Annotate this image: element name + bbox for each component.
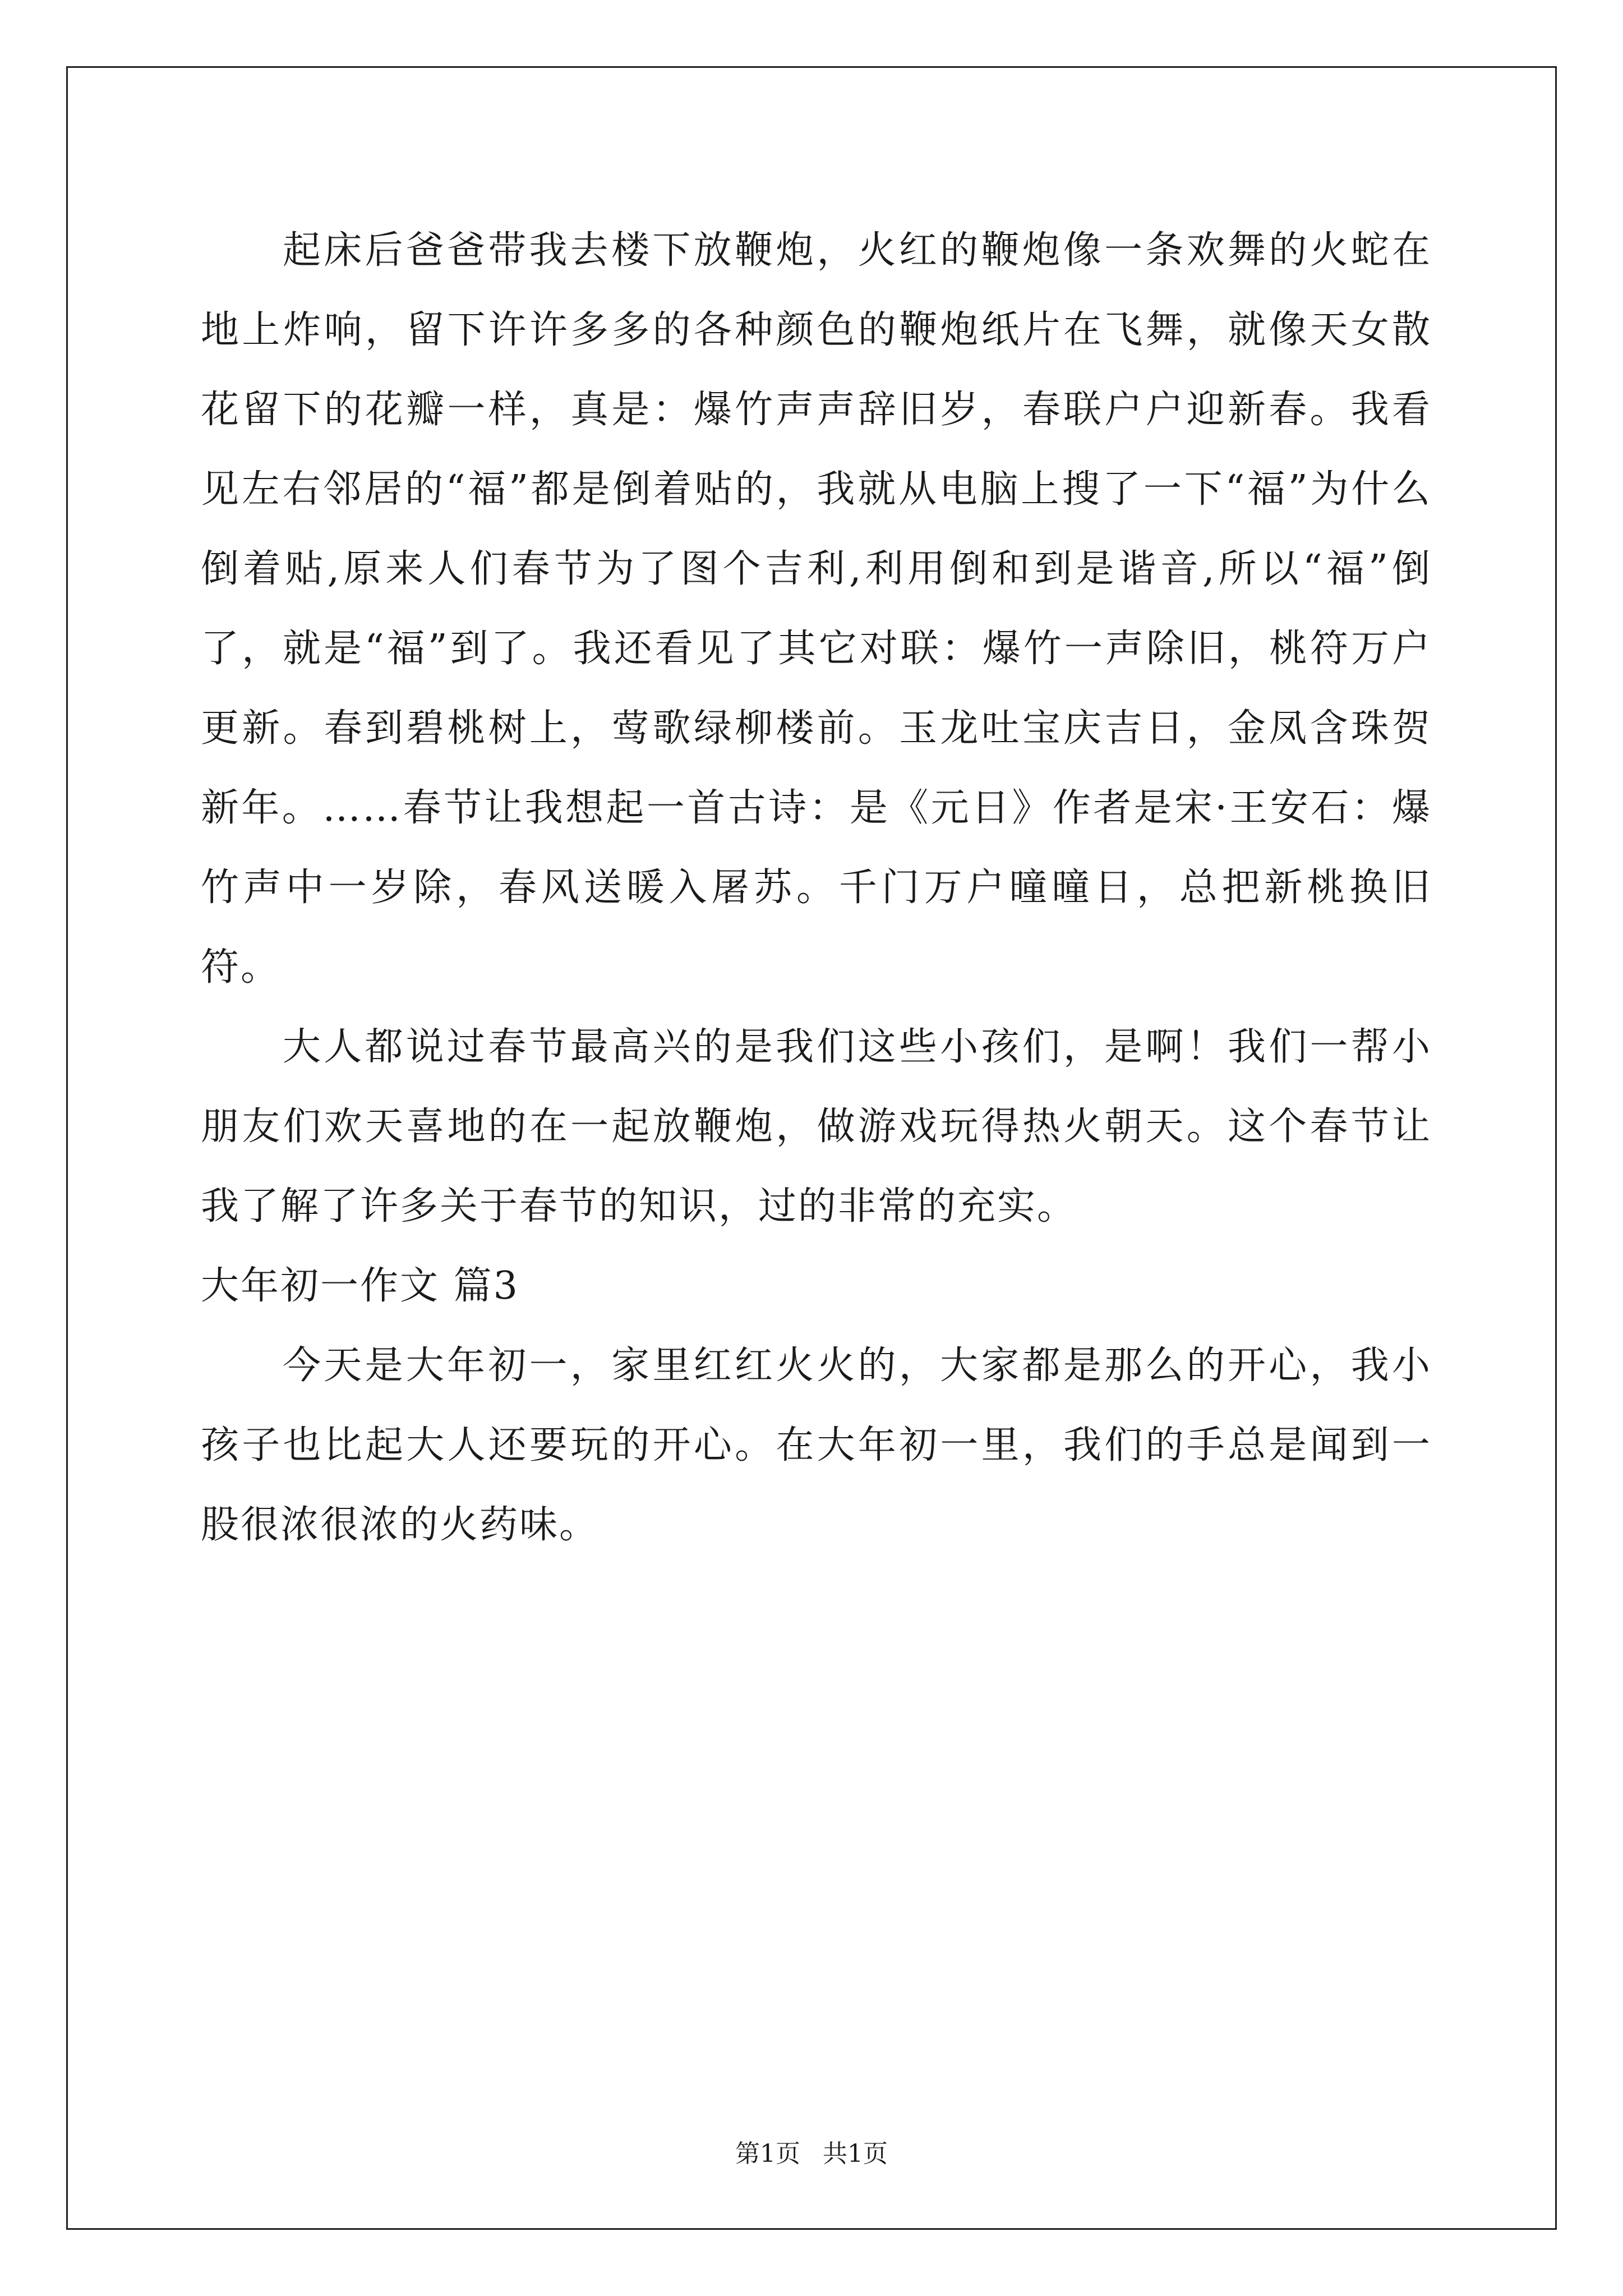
- paragraph-new-year-day: 今天是大年初一，家里红红火火的，大家都是那么的开心，我小孩子也比起大人还要玩的开心。在大年初一里，我们的手总是闻到一股很浓很浓的火药味。: [201, 1343, 1432, 1547]
- page-footer: [0, 2137, 1623, 2171]
- page-total: 共1页: [823, 2139, 888, 2168]
- document-body: [201, 211, 1432, 1565]
- section-heading: 大年初一作文 篇3: [201, 1264, 519, 1308]
- paragraph-children: 大人都说过春节最高兴的是我们这些小孩们，是啊！我们一帮小朋友们欢天喜地的在一起放鞭炮，做游戏玩得热火朝天。这个春节让我了解了许多关于春节的知识，过的非常的充实。: [201, 1025, 1432, 1228]
- page-number: 第1页: [735, 2139, 800, 2168]
- paragraph-firecrackers: 起床后爸爸带我去楼下放鞭炮，火红的鞭炮像一条欢舞的火蛇在地上炸响，留下许许多多的各种颜色的鞭炮纸片在飞舞，就像天女散花留下的花瓣一样，真是：爆竹声声辞旧岁，春联户户迎新春。我看见左右邻居的“福”都是倒着贴的，我就从电脑上搜了一下“福”为什么倒着贴,原来人们春节为了图个吉利,利用倒和到是谐音,所以“福”倒了，就是“福”到了。我还看见了其它对联：爆竹一声除旧，桃符万户更新。春到碧桃树上，莺歌绿柳楼前。玉龙吐宝庆吉日，金凤含珠贺新年。……春节让我想起一首古诗：是《元日》作者是宋·王安石：爆竹声中一岁除，春风送暖入屠苏。千门万户曈曈日，总把新桃换旧符。: [201, 228, 1432, 990]
